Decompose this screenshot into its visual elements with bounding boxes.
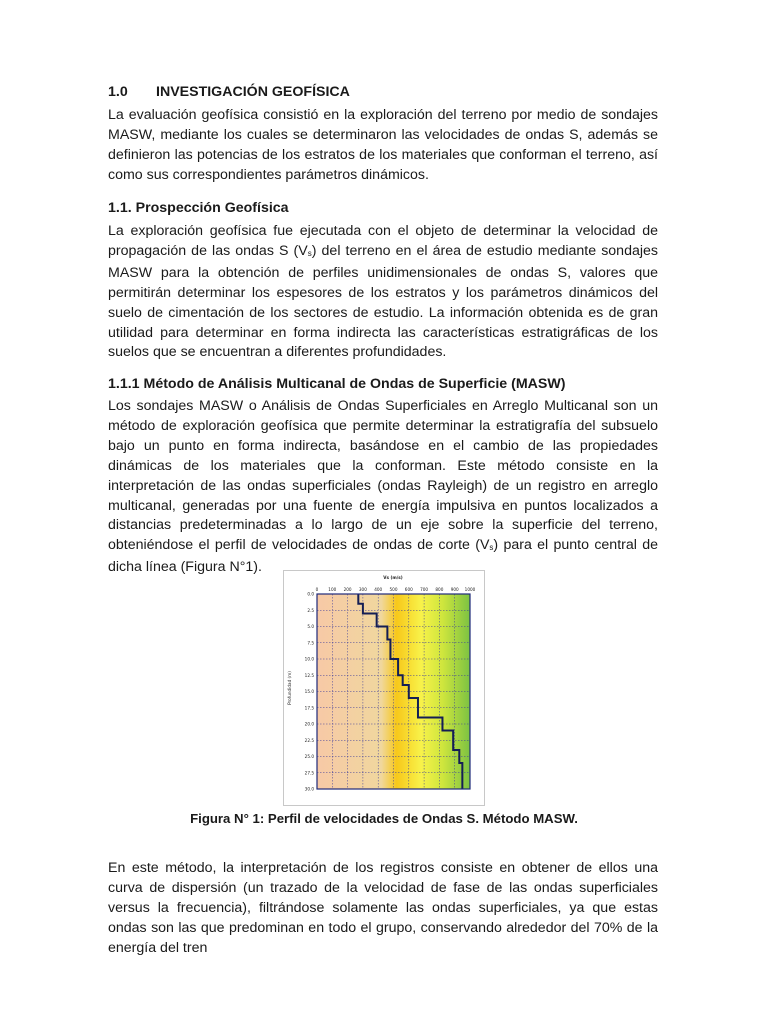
x-tick-label: 800 — [435, 587, 444, 592]
section-title: INVESTIGACIÓN GEOFÍSICA — [156, 84, 350, 100]
y-tick-label: 2.5 — [307, 607, 314, 613]
y-tick-label: 20.0 — [304, 721, 314, 727]
y-tick-label: 30.0 — [304, 786, 314, 792]
vs-profile-chart — [283, 570, 485, 806]
y-tick-label: 10.0 — [304, 656, 314, 662]
x-tick-label: 700 — [420, 587, 429, 592]
y-tick-label: 17.5 — [304, 705, 314, 711]
chart-title: Vs (m/s) — [383, 575, 403, 580]
x-tick-label: 900 — [450, 587, 459, 592]
y-tick-label: 25.0 — [304, 754, 314, 759]
y-tick-label: 22.5 — [304, 737, 314, 743]
section-heading-1-1-1: 1.1.1 Método de Análisis Multicanal de Ondas de Superficie (MASW) — [108, 376, 566, 392]
paragraph-interpretacion: En este método, la interpretación de los registros consiste en obtener de ellos una curva de dispersión (un trazado de la velocidad de fase de las ondas superficiales versus la frecuencia), filtrándose solamente las ondas superficiales, ya que estas ondas son las que predominan en todo el grupo, conservando alrededor del 70% de la energía del tren — [108, 860, 658, 956]
paragraph-masw: Los sondajes MASW o Análisis de Ondas Superficiales en Arreglo Multicanal son un método de exploración geofísica que permite determinar la estratigrafía del subsuelo bajo un punto en forma indirecta, basándose en el cambio de las propiedades dinámicas de los materiales que la conforman. Este método consiste en la interpretación de las ondas superficiales (ondas Rayleigh) de un registro en arreglo multicanal, generadas por una fuente de energía impulsiva en puntos localizados a distancias predeterminadas a lo largo de un eje sobre la superficie del terreno, obteniéndose el perfil de velocidades de ondas de corte $(V_s)$ para el punto central de dicha línea (Figura N°1). — [108, 398, 658, 576]
x-tick-label: 600 — [404, 587, 413, 592]
x-tick-label: 500 — [389, 587, 398, 592]
y-tick-label: 7.5 — [307, 640, 314, 646]
y-tick-label: 0.0 — [307, 591, 314, 597]
y-tick-label: 27.5 — [304, 770, 314, 776]
section-heading-1-1: 1.1. Prospección Geofísica — [108, 200, 289, 216]
x-tick-label: 400 — [374, 587, 383, 592]
x-tick-label: 100 — [328, 587, 337, 592]
x-tick-label: 300 — [358, 587, 367, 592]
paragraph-intro: La evaluación geofísica consistió en la exploración del terreno por medio de sondajes MASW, mediante los cuales se determinaron las velocidades de ondas S, además se definieron las potencias de los estratos de los materiales que conforman el terreno, así como sus correspondientes parámetros dinámicos. — [108, 107, 658, 183]
y-tick-label: 12.5 — [304, 672, 314, 678]
y-tick-label: 5.0 — [307, 624, 314, 629]
paragraph-prospeccion: La exploración geofísica fue ejecutada con el objeto de determinar la velocidad de propagación de las ondas S $(V_s)$ del terreno en el área de estudio mediante sondajes MASW para la obtención de perfiles unidimensionales de ondas S, valores que permitirán determinar los espesores de los estratos y los parámetros dinámicos del suelo de cimentación de los sectores de estudio. La información obtenida es de gran utilidad para determinar en forma indirecta las características estratigráficas de los suelos que se encuentran a diferentes profundidades. — [108, 223, 658, 361]
section-heading-1 — [108, 82, 350, 102]
section-number: 1.0 — [108, 84, 128, 100]
x-tick-label: 1000 — [464, 587, 476, 592]
x-tick-label: 200 — [343, 587, 352, 592]
y-tick-label: 15.0 — [304, 689, 314, 694]
figure-caption: Figura N° 1: Perfil de velocidades de Ondas S. Método MASW. — [190, 811, 578, 826]
x-tick-label: 0 — [315, 587, 319, 592]
y-axis-label: Profundidad (m) — [287, 671, 292, 705]
